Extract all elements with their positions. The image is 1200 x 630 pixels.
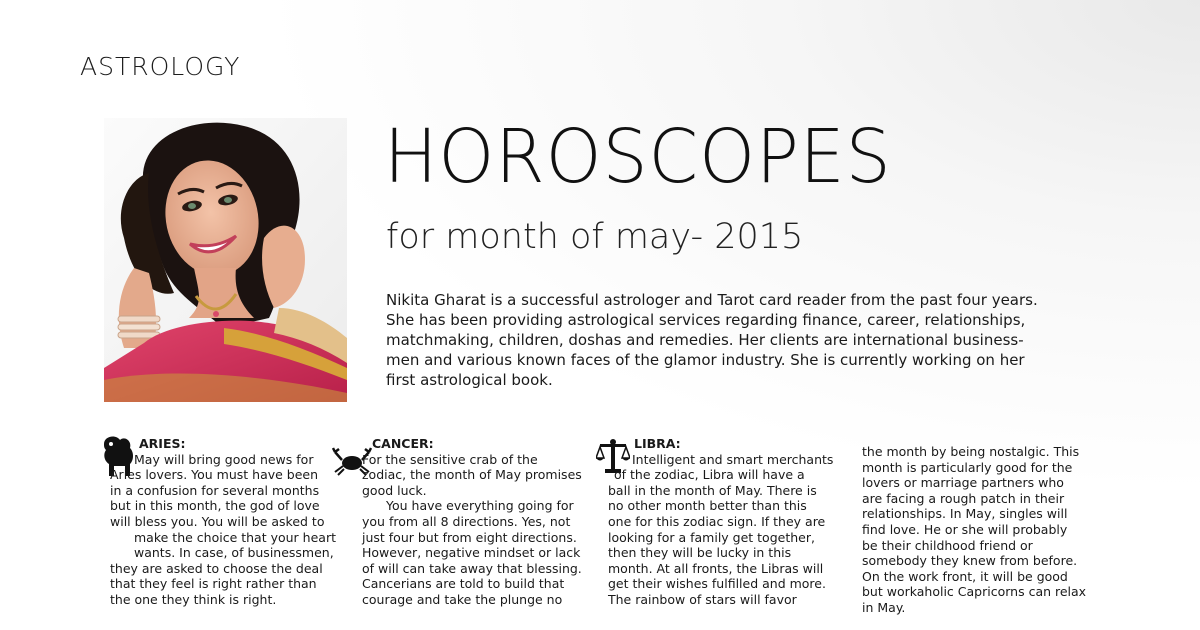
aries-line: they are asked to choose the deal	[110, 560, 323, 576]
cancer-title: CANCER:	[372, 436, 434, 451]
capricorn-line: find love. He or she will probably	[862, 521, 1068, 537]
libra-title: LIBRA:	[634, 436, 681, 451]
libra-line: The rainbow of stars will favor	[608, 591, 797, 607]
capricorn-line: lovers or marriage partners who	[862, 475, 1064, 491]
libra-line: of the zodiac, Libra will have a	[614, 467, 805, 483]
capricorn-line: month is particularly good for the	[862, 459, 1073, 475]
author-portrait	[104, 118, 347, 402]
intro-line: men and various known faces of the glamor industry. She is currently working on her	[386, 351, 1025, 369]
intro-line: Nikita Gharat is a successful astrologer and Tarot card reader from the past four years.	[386, 291, 1038, 309]
aries-line: make the choice that your heart	[134, 529, 336, 545]
cancer-line: zodiac, the month of May promises	[362, 467, 582, 483]
cancer-line: courage and take the plunge no	[362, 591, 563, 607]
libra-line: no other month better than this	[608, 498, 807, 514]
aries-line: will bless you. You will be asked to	[110, 513, 325, 529]
libra-line: ball in the month of May. There is	[608, 482, 817, 498]
cancer-line: you from all 8 directions. Yes, not	[362, 513, 571, 529]
capricorn-line: the month by being nostalgic. This	[862, 444, 1080, 459]
cancer-line: You have everything going for	[386, 498, 574, 514]
cancer-line: good luck.	[362, 482, 427, 498]
aries-line: the one they think is right.	[110, 591, 277, 607]
page-headline: HOROSCOPES	[384, 114, 892, 200]
libra-line: month. At all fronts, the Libras will	[608, 560, 824, 576]
aries-line: that they feel is right rather than	[110, 576, 317, 592]
aries-line: Aries lovers. You must have been	[110, 467, 319, 483]
intro-line: matchmaking, children, doshas and remedies. Her clients are international business-	[386, 331, 1024, 349]
libra-line: one for this zodiac sign. If they are	[608, 513, 826, 529]
libra-line: looking for a family get together,	[608, 529, 815, 545]
intro-line: first astrological book.	[386, 371, 553, 389]
page-subheadline: for month of may- 2015	[386, 217, 804, 257]
cancer-line: For the sensitive crab of the	[362, 451, 538, 467]
capricorn-line: relationships. In May, singles will	[862, 506, 1068, 522]
section-label: ASTROLOGY	[80, 52, 241, 81]
capricorn-line: but workaholic Capricorns can relax	[862, 584, 1087, 600]
aries-line: but in this month, the god of love	[110, 498, 320, 514]
cancer-line: However, negative mindset or lack	[362, 545, 581, 561]
aries-column	[110, 436, 336, 608]
cancer-line: just four but from eight directions.	[362, 529, 577, 545]
capricorn-line: On the work front, it will be good	[862, 568, 1068, 584]
aries-line: wants. In case, of businessmen,	[134, 545, 334, 561]
libra-line: then they will be lucky in this	[608, 545, 792, 561]
cancer-line: of will can take away that blessing.	[362, 560, 582, 576]
author-intro	[386, 290, 1186, 390]
cancer-column	[362, 436, 582, 608]
aries-line: in a confusion for several months	[110, 482, 320, 498]
libra-line: get their wishes fulfilled and more.	[608, 576, 826, 592]
aries-title: ARIES:	[139, 436, 186, 451]
capricorn-line: be their childhood friend or	[862, 537, 1033, 553]
aries-line: May will bring good news for	[134, 451, 314, 467]
capricorn-line: somebody they knew from before.	[862, 553, 1078, 569]
capricorn-line: are facing a rough patch in their	[862, 490, 1065, 506]
capricorn-continued-column	[862, 444, 1086, 616]
capricorn-line: in May.	[862, 599, 906, 615]
libra-column	[608, 436, 833, 608]
intro-line: She has been providing astrological services regarding finance, career, relationships,	[386, 311, 1026, 329]
cancer-line: Cancerians are told to build that	[362, 576, 565, 592]
libra-line: Intelligent and smart merchants	[632, 451, 834, 467]
